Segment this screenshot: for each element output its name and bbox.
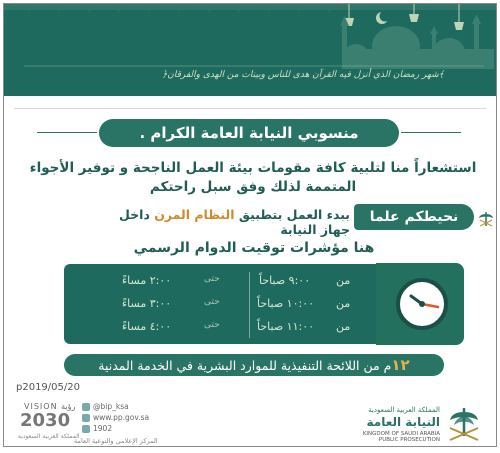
intro-line-1: استشعاراً منا لتلبية كافة مقومات بيئة العمل الناجحة و توفير الأجواء [29,160,477,176]
intro-line-2: المتممة لذلك وفق سبل راحتكم [149,179,357,195]
from-label-2: من [336,297,351,310]
notice-text [94,207,350,237]
to-label-1: حتى [204,274,220,284]
from-time-3: ١١:٠٠ صباحاً [257,320,315,333]
palm-emblem-icon [477,210,495,228]
clock-icon [394,276,450,332]
notice-text-before: ببدء العمل بتطبيق [234,207,350,222]
website-link[interactable] [82,413,149,422]
twitter-icon [82,403,90,411]
ramadan-banner [4,4,496,96]
from-time-1: ٩:٠٠ صباحاً [259,274,311,287]
phone-text: 1902 [93,424,113,433]
notice-label: نحيطكم علما [354,204,474,230]
brand-name-ar: النيابة العامة [366,415,440,429]
reference-number: ١٢ [391,356,410,374]
regulation-reference [64,354,444,376]
announcement-poster [3,3,497,447]
brand-name-en: PUBLIC PROSECUTION [378,437,440,443]
vision-year: 2030 [20,410,71,431]
brand-country-ar: المملكة العربية السعودية [368,406,440,414]
mosque-silhouette-icon [4,4,496,96]
from-label-3: من [336,320,351,333]
phone-number [82,424,112,433]
brand-country-en: KINGDOM OF SAUDI ARABIA [362,431,440,437]
twitter-text: @bip_ksa [93,402,129,411]
divider [14,108,486,109]
footer-credit: المركز الإعلامي والتوعية العامة [74,437,158,445]
from-label-1: من [336,274,351,287]
from-time-2: ١٠:٠٠ صباحاً [257,297,315,310]
to-time-3: ٤:٠٠ مساءً [122,320,172,333]
globe-icon [82,414,90,422]
phone-icon [82,425,90,433]
notice-highlight: النظام المرن [154,207,235,222]
to-label-3: حتى [204,320,220,330]
website-text: www.pp.gov.sa [93,413,150,422]
vision-label: VISION رؤية [24,402,76,411]
public-prosecution-logo-icon [444,404,484,444]
schedule-divider [249,272,250,338]
to-label-2: حتى [204,297,220,307]
quran-verse: ﴿شهر رمضان الذي أنزل فيه القرآن هدى للناس وبينات من الهدى والفرقان﴾ [161,70,444,80]
reference-text: م من اللائحة التنفيذية للموارد البشرية في الخدمة المدنية [98,358,392,373]
vision-subtitle: المملكة العربية السعودية [18,433,80,440]
footer [4,400,496,446]
page-title: منسوبي النيابة العامة الكرام . [99,119,399,147]
notice-text-after: داخل جهاز النيابة [119,207,350,237]
hours-title: هنا مؤشرات توقيت الدوام الرسمي [133,240,375,256]
to-time-2: ٣:٠٠ مساءً [122,297,172,310]
intro-text [24,159,482,197]
twitter-handle[interactable] [82,402,129,411]
publish-date: p2019/05/20 [16,382,80,393]
to-time-1: ٢:٠٠ مساءً [122,274,172,287]
